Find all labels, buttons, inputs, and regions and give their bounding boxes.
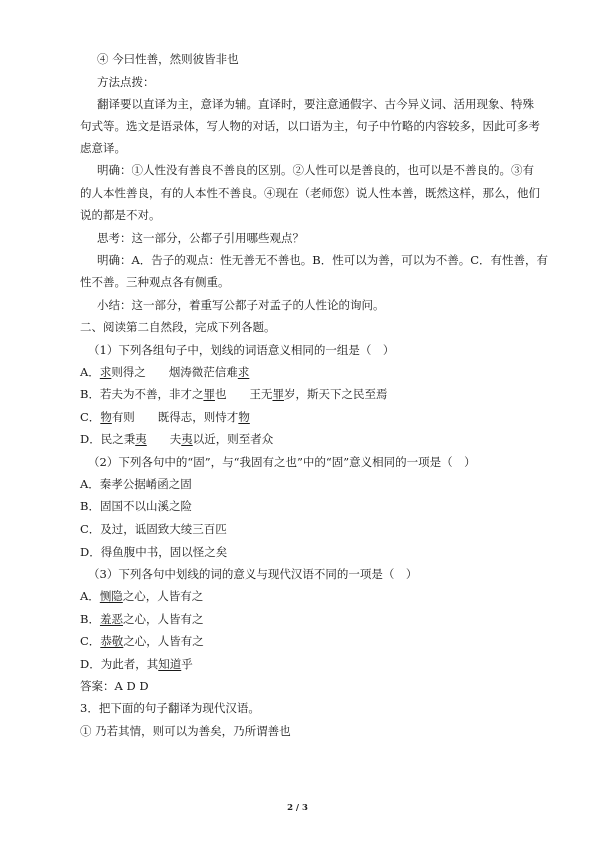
q3-option-a: A．恻隐之心，人皆有之: [80, 589, 204, 603]
q2-option-c: C．及过，诋固致大绫三百匹: [80, 522, 227, 536]
text-line: 明确：①人性没有善良不善良的区别。②人性可以是善良的，也可以是不善良的。③有: [97, 163, 534, 177]
q1-option-d: D．民之秉夷 夫夷以近，则至者众: [80, 432, 274, 446]
underlined-word: 知道: [158, 657, 182, 671]
underlined-word: 罪: [203, 387, 215, 401]
q2-option-a: A．秦孝公据崤函之固: [80, 477, 192, 491]
text-line: ① 乃若其情，则可以为善矣，乃所谓善也: [80, 724, 291, 738]
text-line: 的人本性善良，有的人本性不善良。④现在（老师您）说人性本善，既然这样，那么，他们: [80, 186, 540, 200]
q1-option-c: C．物有则 既得志，则恃才物: [80, 410, 250, 424]
q1-option-b: B．若夫为不善，非才之罪也 王无罪岁，斯天下之民至焉: [80, 387, 388, 401]
underlined-word: 罪: [272, 387, 284, 401]
text-line: 翻译要以直译为主，意译为辅。直译时，要注意通假字、古今异义词、活用现象、特殊: [97, 97, 534, 111]
text-line: ④ 今曰性善，然则彼皆非也: [97, 52, 239, 66]
page-number: 2 / 3: [287, 803, 308, 813]
question-2: （2）下列各句中的“固”，与“我固有之也”中的“固”意义相同的一项是（ ）: [88, 455, 476, 469]
underlined-word: 物: [238, 410, 250, 424]
q3-option-c: C．恭敬之心，人皆有之: [80, 634, 204, 648]
underlined-word: 求: [237, 365, 250, 379]
underlined-word: 恭敬: [100, 634, 124, 648]
q2-option-d: D．得鱼腹中书，固以怪之矣: [80, 545, 228, 559]
text-line: 明确：A．告子的观点：性无善无不善也。B．性可以为善，可以为不善。C．有性善，有: [97, 253, 549, 267]
question-3: （3）下列各句中划线的词的意义与现代汉语不同的一项是（ ）: [88, 567, 418, 581]
underlined-word: 羞恶: [99, 612, 123, 626]
text-line: 虑意译。: [80, 141, 126, 155]
underlined-word: 物: [100, 410, 112, 424]
answer-line: 答案：A D D: [80, 679, 149, 693]
underlined-word: 求: [99, 365, 112, 379]
text-line: 说的都是不对。: [80, 208, 161, 222]
underlined-word: 恻隐: [99, 589, 123, 603]
text-line: 思考：这一部分，公都子引用哪些观点？: [97, 231, 304, 245]
text-line: 小结：这一部分，着重写公都子对孟子的人性论的询问。: [97, 298, 385, 312]
q3-option-b: B．羞恶之心，人皆有之: [80, 612, 204, 626]
text-line: 性不善。三种观点各有侧重。: [80, 275, 230, 289]
section-heading: 方法点拨：: [97, 75, 155, 89]
section-heading: 二、阅读第二自然段，完成下列各题。: [80, 320, 276, 334]
q3-option-d: D．为此者，其知道乎: [80, 657, 193, 671]
underlined-word: 夷: [135, 432, 147, 446]
question-1: （1）下列各组句子中，划线的词语意义相同的一组是（ ）: [88, 343, 395, 357]
underlined-word: 夷: [181, 432, 193, 446]
section-heading: 3．把下面的句子翻译为现代汉语。: [80, 701, 260, 715]
text-line: 句式等。选文是语录体，写人物的对话，以口语为主，句子中竹略的内容较多，因此可多考: [80, 119, 540, 133]
q1-option-a: A．求则得之 烟涛微茫信难求: [80, 365, 250, 379]
q2-option-b: B．固国不以山溪之险: [80, 499, 192, 513]
